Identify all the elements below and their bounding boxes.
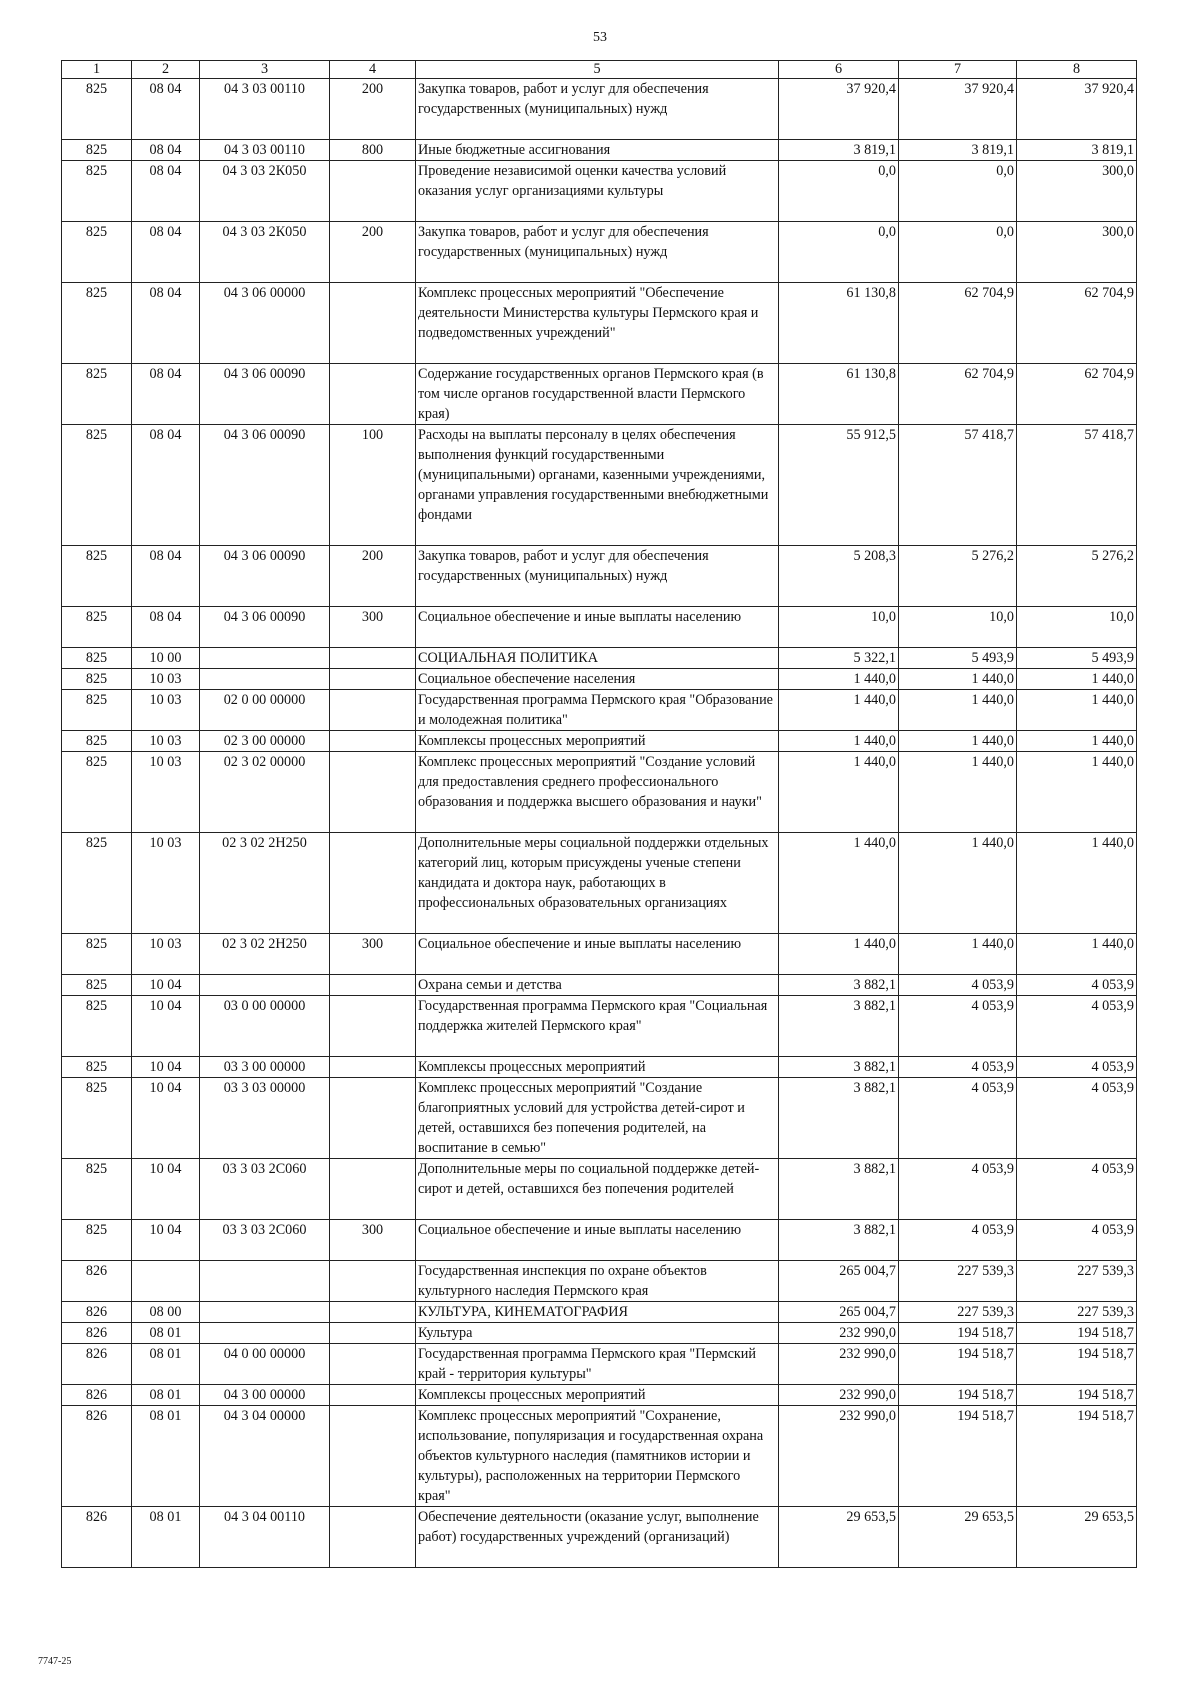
cell-expense-type [330, 1302, 416, 1323]
cell-item-name: Комплексы процессных мероприятий [416, 731, 779, 752]
cell-amount-col6: 232 990,0 [779, 1385, 899, 1406]
cell-amount-col8: 194 518,7 [1017, 1323, 1137, 1344]
cell-expense-type: 800 [330, 140, 416, 161]
cell-amount-col7: 4 053,9 [899, 1057, 1017, 1078]
cell-section-code: 10 04 [132, 1057, 200, 1078]
cell-section-code: 08 01 [132, 1507, 200, 1568]
cell-amount-col6: 55 912,5 [779, 425, 899, 546]
cell-target-article: 04 3 03 00110 [200, 79, 330, 140]
table-body [62, 79, 1137, 1568]
table-row [62, 934, 1137, 975]
cell-section-code: 08 04 [132, 161, 200, 222]
cell-ministry-code: 825 [62, 222, 132, 283]
cell-amount-col7: 57 418,7 [899, 425, 1017, 546]
cell-amount-col6: 5 322,1 [779, 648, 899, 669]
cell-section-code: 08 04 [132, 425, 200, 546]
cell-section-code: 10 04 [132, 996, 200, 1057]
column-header: 7 [899, 61, 1017, 79]
cell-amount-col7: 10,0 [899, 607, 1017, 648]
cell-item-name: Расходы на выплаты персоналу в целях обеспечения выполнения функций государственными (муниципальными) органами, казенными учреждениями, органами управления государственными внебюджетными фондами [416, 425, 779, 546]
cell-amount-col8: 1 440,0 [1017, 731, 1137, 752]
cell-expense-type [330, 364, 416, 425]
cell-amount-col6: 3 882,1 [779, 996, 899, 1057]
cell-amount-col6: 10,0 [779, 607, 899, 648]
cell-amount-col6: 1 440,0 [779, 934, 899, 975]
cell-item-name: Закупка товаров, работ и услуг для обеспечения государственных (муниципальных) нужд [416, 222, 779, 283]
table-row [62, 607, 1137, 648]
cell-amount-col7: 4 053,9 [899, 1159, 1017, 1220]
cell-amount-col6: 1 440,0 [779, 669, 899, 690]
cell-amount-col7: 1 440,0 [899, 752, 1017, 833]
cell-amount-col7: 1 440,0 [899, 934, 1017, 975]
cell-amount-col7: 4 053,9 [899, 975, 1017, 996]
cell-ministry-code: 825 [62, 1220, 132, 1261]
cell-target-article: 04 3 06 00000 [200, 283, 330, 364]
cell-amount-col8: 5 276,2 [1017, 546, 1137, 607]
cell-section-code: 10 03 [132, 731, 200, 752]
cell-item-name: Социальное обеспечение и иные выплаты населению [416, 934, 779, 975]
cell-ministry-code: 825 [62, 79, 132, 140]
cell-expense-type [330, 996, 416, 1057]
cell-ministry-code: 826 [62, 1323, 132, 1344]
cell-ministry-code: 825 [62, 140, 132, 161]
cell-expense-type [330, 283, 416, 364]
cell-expense-type [330, 975, 416, 996]
cell-section-code: 10 03 [132, 934, 200, 975]
cell-section-code: 10 04 [132, 1159, 200, 1220]
cell-ministry-code: 825 [62, 283, 132, 364]
cell-target-article [200, 1302, 330, 1323]
cell-amount-col6: 61 130,8 [779, 283, 899, 364]
cell-expense-type [330, 1323, 416, 1344]
cell-item-name: Дополнительные меры социальной поддержки отдельных категорий лиц, которым присуждены ученые степени кандидата и доктора наук, работающих в профессиональных образовательных организациях [416, 833, 779, 934]
cell-amount-col8: 300,0 [1017, 161, 1137, 222]
table-row [62, 690, 1137, 731]
cell-amount-col7: 194 518,7 [899, 1344, 1017, 1385]
cell-item-name: Закупка товаров, работ и услуг для обеспечения государственных (муниципальных) нужд [416, 546, 779, 607]
table-row [62, 425, 1137, 546]
cell-amount-col8: 1 440,0 [1017, 833, 1137, 934]
cell-item-name: Иные бюджетные ассигнования [416, 140, 779, 161]
cell-expense-type [330, 1385, 416, 1406]
cell-item-name: Комплекс процессных мероприятий "Создание условий для предоставления среднего профессионального образования и поддержка высшего образования и науки" [416, 752, 779, 833]
cell-amount-col8: 5 493,9 [1017, 648, 1137, 669]
cell-target-article [200, 1323, 330, 1344]
cell-amount-col8: 194 518,7 [1017, 1385, 1137, 1406]
cell-section-code: 08 01 [132, 1385, 200, 1406]
cell-section-code [132, 1261, 200, 1302]
table-row [62, 975, 1137, 996]
column-header: 8 [1017, 61, 1137, 79]
cell-expense-type [330, 1159, 416, 1220]
cell-amount-col6: 1 440,0 [779, 833, 899, 934]
cell-item-name: Государственная программа Пермского края "Образование и молодежная политика" [416, 690, 779, 731]
cell-target-article: 04 3 00 00000 [200, 1385, 330, 1406]
cell-ministry-code: 826 [62, 1507, 132, 1568]
table-row [62, 669, 1137, 690]
cell-target-article: 02 0 00 00000 [200, 690, 330, 731]
cell-amount-col7: 194 518,7 [899, 1385, 1017, 1406]
cell-target-article [200, 648, 330, 669]
column-header: 5 [416, 61, 779, 79]
cell-ministry-code: 825 [62, 1159, 132, 1220]
table-row [62, 1323, 1137, 1344]
cell-target-article: 02 3 00 00000 [200, 731, 330, 752]
cell-amount-col7: 227 539,3 [899, 1302, 1017, 1323]
table-row [62, 1057, 1137, 1078]
cell-ministry-code: 825 [62, 731, 132, 752]
cell-expense-type: 300 [330, 934, 416, 975]
cell-amount-col7: 194 518,7 [899, 1406, 1017, 1507]
cell-ministry-code: 826 [62, 1344, 132, 1385]
cell-amount-col7: 5 276,2 [899, 546, 1017, 607]
cell-amount-col8: 194 518,7 [1017, 1344, 1137, 1385]
cell-amount-col7: 37 920,4 [899, 79, 1017, 140]
cell-target-article: 03 3 03 2С060 [200, 1159, 330, 1220]
cell-expense-type [330, 1344, 416, 1385]
cell-expense-type: 200 [330, 222, 416, 283]
table-header-row [62, 61, 1137, 79]
cell-section-code: 10 04 [132, 975, 200, 996]
cell-item-name: Содержание государственных органов Пермского края (в том числе органов государственной власти Пермского края) [416, 364, 779, 425]
cell-item-name: Культура [416, 1323, 779, 1344]
cell-ministry-code: 825 [62, 546, 132, 607]
cell-section-code: 08 01 [132, 1344, 200, 1385]
cell-ministry-code: 826 [62, 1406, 132, 1507]
cell-amount-col6: 0,0 [779, 161, 899, 222]
cell-target-article: 04 3 04 00000 [200, 1406, 330, 1507]
cell-amount-col7: 4 053,9 [899, 1078, 1017, 1159]
cell-section-code: 10 03 [132, 833, 200, 934]
table-row [62, 1507, 1137, 1568]
cell-section-code: 10 03 [132, 690, 200, 731]
cell-target-article: 04 3 06 00090 [200, 425, 330, 546]
cell-amount-col8: 194 518,7 [1017, 1406, 1137, 1507]
cell-amount-col6: 1 440,0 [779, 752, 899, 833]
cell-ministry-code: 825 [62, 996, 132, 1057]
cell-amount-col8: 29 653,5 [1017, 1507, 1137, 1568]
budget-table [61, 60, 1137, 1568]
cell-section-code: 10 03 [132, 669, 200, 690]
cell-ministry-code: 825 [62, 934, 132, 975]
cell-ministry-code: 825 [62, 975, 132, 996]
cell-ministry-code: 825 [62, 607, 132, 648]
cell-ministry-code: 825 [62, 648, 132, 669]
cell-target-article: 04 3 06 00090 [200, 607, 330, 648]
cell-expense-type [330, 1406, 416, 1507]
cell-amount-col8: 4 053,9 [1017, 1078, 1137, 1159]
cell-amount-col6: 3 882,1 [779, 1057, 899, 1078]
cell-item-name: Дополнительные меры по социальной поддержке детей-сирот и детей, оставшихся без попечения родителей [416, 1159, 779, 1220]
cell-target-article: 04 3 06 00090 [200, 546, 330, 607]
cell-amount-col8: 1 440,0 [1017, 690, 1137, 731]
cell-section-code: 08 04 [132, 283, 200, 364]
column-header: 3 [200, 61, 330, 79]
cell-amount-col6: 3 882,1 [779, 1220, 899, 1261]
cell-section-code: 08 01 [132, 1406, 200, 1507]
cell-ministry-code: 826 [62, 1385, 132, 1406]
cell-expense-type [330, 669, 416, 690]
cell-item-name: Государственная программа Пермского края "Социальная поддержка жителей Пермского края" [416, 996, 779, 1057]
cell-ministry-code: 825 [62, 364, 132, 425]
cell-amount-col6: 3 882,1 [779, 1159, 899, 1220]
cell-item-name: Охрана семьи и детства [416, 975, 779, 996]
table-row [62, 1344, 1137, 1385]
cell-target-article [200, 1261, 330, 1302]
table-row [62, 752, 1137, 833]
cell-amount-col6: 0,0 [779, 222, 899, 283]
cell-expense-type: 300 [330, 1220, 416, 1261]
cell-amount-col6: 3 819,1 [779, 140, 899, 161]
cell-ministry-code: 825 [62, 1057, 132, 1078]
cell-amount-col7: 1 440,0 [899, 690, 1017, 731]
cell-amount-col8: 4 053,9 [1017, 1220, 1137, 1261]
cell-item-name: Закупка товаров, работ и услуг для обеспечения государственных (муниципальных) нужд [416, 79, 779, 140]
cell-amount-col8: 62 704,9 [1017, 283, 1137, 364]
table-row [62, 222, 1137, 283]
cell-expense-type [330, 690, 416, 731]
cell-expense-type: 200 [330, 546, 416, 607]
table-row [62, 364, 1137, 425]
cell-expense-type [330, 1261, 416, 1302]
cell-amount-col8: 10,0 [1017, 607, 1137, 648]
cell-amount-col6: 1 440,0 [779, 731, 899, 752]
cell-amount-col7: 194 518,7 [899, 1323, 1017, 1344]
cell-ministry-code: 825 [62, 1078, 132, 1159]
cell-amount-col6: 265 004,7 [779, 1302, 899, 1323]
page-number: 53 [593, 30, 607, 45]
cell-ministry-code: 825 [62, 833, 132, 934]
cell-amount-col6: 1 440,0 [779, 690, 899, 731]
cell-section-code: 08 04 [132, 546, 200, 607]
cell-amount-col8: 227 539,3 [1017, 1302, 1137, 1323]
cell-expense-type [330, 752, 416, 833]
cell-amount-col6: 3 882,1 [779, 1078, 899, 1159]
table-row [62, 140, 1137, 161]
cell-amount-col6: 5 208,3 [779, 546, 899, 607]
cell-expense-type: 200 [330, 79, 416, 140]
cell-amount-col7: 5 493,9 [899, 648, 1017, 669]
cell-ministry-code: 825 [62, 752, 132, 833]
cell-ministry-code: 826 [62, 1261, 132, 1302]
cell-amount-col7: 1 440,0 [899, 833, 1017, 934]
cell-section-code: 08 04 [132, 364, 200, 425]
table-row [62, 996, 1137, 1057]
cell-amount-col7: 1 440,0 [899, 669, 1017, 690]
cell-amount-col7: 4 053,9 [899, 996, 1017, 1057]
cell-amount-col8: 300,0 [1017, 222, 1137, 283]
cell-section-code: 08 04 [132, 222, 200, 283]
cell-amount-col7: 29 653,5 [899, 1507, 1017, 1568]
cell-amount-col8: 4 053,9 [1017, 975, 1137, 996]
cell-item-name: КУЛЬТУРА, КИНЕМАТОГРАФИЯ [416, 1302, 779, 1323]
cell-ministry-code: 826 [62, 1302, 132, 1323]
cell-expense-type [330, 648, 416, 669]
cell-ministry-code: 825 [62, 161, 132, 222]
cell-section-code: 08 04 [132, 607, 200, 648]
document-code: 7747-25 [38, 1656, 72, 1667]
table-row [62, 833, 1137, 934]
cell-amount-col8: 4 053,9 [1017, 1057, 1137, 1078]
cell-amount-col6: 37 920,4 [779, 79, 899, 140]
cell-expense-type [330, 1057, 416, 1078]
cell-ministry-code: 825 [62, 425, 132, 546]
cell-section-code: 08 04 [132, 79, 200, 140]
cell-amount-col8: 4 053,9 [1017, 1159, 1137, 1220]
cell-amount-col7: 3 819,1 [899, 140, 1017, 161]
table-row [62, 546, 1137, 607]
cell-target-article: 02 3 02 2Н250 [200, 833, 330, 934]
cell-amount-col7: 227 539,3 [899, 1261, 1017, 1302]
cell-expense-type [330, 1507, 416, 1568]
cell-amount-col7: 0,0 [899, 222, 1017, 283]
cell-expense-type [330, 1078, 416, 1159]
cell-target-article: 04 3 03 2К050 [200, 222, 330, 283]
cell-expense-type [330, 161, 416, 222]
cell-target-article: 02 3 02 2Н250 [200, 934, 330, 975]
cell-amount-col6: 265 004,7 [779, 1261, 899, 1302]
cell-expense-type [330, 731, 416, 752]
cell-item-name: Обеспечение деятельности (оказание услуг, выполнение работ) государственных учреждений (организаций) [416, 1507, 779, 1568]
cell-item-name: Комплекс процессных мероприятий "Создание благоприятных условий для устройства детей-сирот и детей, оставшихся без попечения родителей, на воспитание в семью" [416, 1078, 779, 1159]
cell-amount-col7: 62 704,9 [899, 283, 1017, 364]
column-header: 1 [62, 61, 132, 79]
cell-expense-type [330, 833, 416, 934]
cell-amount-col6: 3 882,1 [779, 975, 899, 996]
cell-section-code: 10 04 [132, 1078, 200, 1159]
cell-target-article [200, 669, 330, 690]
cell-amount-col6: 29 653,5 [779, 1507, 899, 1568]
cell-section-code: 10 00 [132, 648, 200, 669]
cell-target-article: 02 3 02 00000 [200, 752, 330, 833]
cell-target-article: 04 0 00 00000 [200, 1344, 330, 1385]
cell-target-article: 04 3 06 00090 [200, 364, 330, 425]
table-row [62, 79, 1137, 140]
cell-item-name: Социальное обеспечение и иные выплаты населению [416, 607, 779, 648]
cell-expense-type: 100 [330, 425, 416, 546]
table-row [62, 283, 1137, 364]
cell-amount-col8: 3 819,1 [1017, 140, 1137, 161]
cell-item-name: Комплекс процессных мероприятий "Сохранение, использование, популяризация и государственная охрана объектов культурного наследия (памятников истории и культуры), расположенных на территории Пермского края" [416, 1406, 779, 1507]
cell-item-name: Проведение независимой оценки качества условий оказания услуг организациями культуры [416, 161, 779, 222]
table-row [62, 1261, 1137, 1302]
cell-item-name: Комплексы процессных мероприятий [416, 1385, 779, 1406]
cell-target-article: 04 3 03 2К050 [200, 161, 330, 222]
cell-target-article: 03 0 00 00000 [200, 996, 330, 1057]
cell-section-code: 08 01 [132, 1323, 200, 1344]
cell-item-name: Комплекс процессных мероприятий "Обеспечение деятельности Министерства культуры Пермского края и подведомственных учреждений" [416, 283, 779, 364]
column-header: 4 [330, 61, 416, 79]
cell-amount-col7: 62 704,9 [899, 364, 1017, 425]
cell-section-code: 10 03 [132, 752, 200, 833]
table-row [62, 648, 1137, 669]
cell-item-name: Комплексы процессных мероприятий [416, 1057, 779, 1078]
cell-section-code: 08 04 [132, 140, 200, 161]
cell-amount-col7: 1 440,0 [899, 731, 1017, 752]
table-row [62, 731, 1137, 752]
cell-section-code: 08 00 [132, 1302, 200, 1323]
cell-amount-col7: 0,0 [899, 161, 1017, 222]
cell-section-code: 10 04 [132, 1220, 200, 1261]
table-row [62, 1302, 1137, 1323]
cell-amount-col8: 1 440,0 [1017, 752, 1137, 833]
cell-amount-col8: 4 053,9 [1017, 996, 1137, 1057]
table-row [62, 1385, 1137, 1406]
cell-expense-type: 300 [330, 607, 416, 648]
cell-item-name: Государственная программа Пермского края "Пермский край - территория культуры" [416, 1344, 779, 1385]
cell-amount-col6: 232 990,0 [779, 1344, 899, 1385]
cell-amount-col6: 232 990,0 [779, 1406, 899, 1507]
cell-amount-col8: 37 920,4 [1017, 79, 1137, 140]
cell-amount-col8: 227 539,3 [1017, 1261, 1137, 1302]
cell-amount-col8: 57 418,7 [1017, 425, 1137, 546]
cell-item-name: СОЦИАЛЬНАЯ ПОЛИТИКА [416, 648, 779, 669]
table-row [62, 1078, 1137, 1159]
cell-target-article: 03 3 03 00000 [200, 1078, 330, 1159]
cell-amount-col6: 61 130,8 [779, 364, 899, 425]
cell-item-name: Социальное обеспечение населения [416, 669, 779, 690]
cell-amount-col8: 1 440,0 [1017, 934, 1137, 975]
cell-target-article: 04 3 03 00110 [200, 140, 330, 161]
table-row [62, 1220, 1137, 1261]
cell-amount-col8: 1 440,0 [1017, 669, 1137, 690]
table-row [62, 1159, 1137, 1220]
cell-target-article: 03 3 03 2С060 [200, 1220, 330, 1261]
cell-amount-col6: 232 990,0 [779, 1323, 899, 1344]
table-row [62, 1406, 1137, 1507]
cell-target-article: 03 3 00 00000 [200, 1057, 330, 1078]
cell-ministry-code: 825 [62, 690, 132, 731]
cell-item-name: Государственная инспекция по охране объектов культурного наследия Пермского края [416, 1261, 779, 1302]
cell-item-name: Социальное обеспечение и иные выплаты населению [416, 1220, 779, 1261]
column-header: 2 [132, 61, 200, 79]
cell-amount-col8: 62 704,9 [1017, 364, 1137, 425]
cell-target-article: 04 3 04 00110 [200, 1507, 330, 1568]
cell-amount-col7: 4 053,9 [899, 1220, 1017, 1261]
cell-ministry-code: 825 [62, 669, 132, 690]
table-row [62, 161, 1137, 222]
cell-target-article [200, 975, 330, 996]
column-header: 6 [779, 61, 899, 79]
